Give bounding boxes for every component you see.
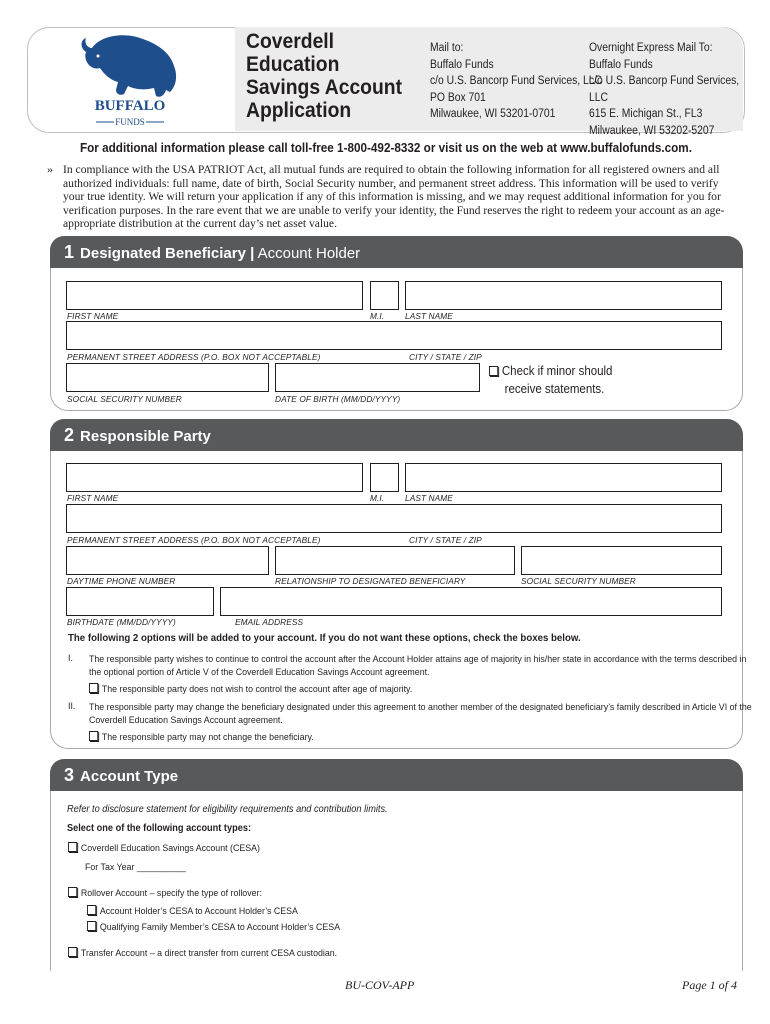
mail-to-address: Mail to: Buffalo Funds c/o U.S. Bancorp Fund Services, LLC PO Box 701 Milwaukee, WI 53201-0701	[430, 42, 603, 120]
rp-mi-field[interactable]	[370, 463, 399, 492]
rp-ssn-field[interactable]	[521, 546, 722, 575]
patriot-text: In compliance with the USA PATRIOT Act, all mutual funds are required to obtain the following information for all registered owners and all authorized individuals: full name, date of birth, Social Security number, and permanent street address. This information will be used to verify your true identity. We will return your application if any of this information is missing, and we may request additional information for you for verification purposes. In the rare event that we are unable to verify your identity, the Fund reserves the right to redeem your account as an age-appropriate distribution at the current day’s net asset value.	[63, 163, 725, 231]
option-2-text: The responsible party may change the beneficiary designated under this agreement to another member of the designated beneficiary’s family described in Article VI of the Coverdell Education Savings Account agreement.	[89, 702, 752, 726]
rp-phone-field[interactable]	[66, 546, 269, 575]
buffalo-funds-logo	[70, 30, 190, 128]
last-name-label: LAST NAME	[405, 311, 453, 321]
checkbox-icon[interactable]	[89, 731, 98, 741]
dob-label: DATE OF BIRTH (MM/DD/YYYY)	[275, 394, 401, 404]
section-1-panel	[50, 268, 743, 411]
cesa-checkbox[interactable]: Coverdell Education Savings Account (CESA)	[68, 842, 260, 854]
rp-relationship-label: RELATIONSHIP TO DESIGNATED BENEFICIARY	[275, 576, 466, 586]
rp-birthdate-label: BIRTHDATE (MM/DD/YYYY)	[67, 617, 176, 627]
rp-mi-label: M.I.	[370, 493, 385, 503]
section-2-panel	[50, 451, 752, 749]
section-3-panel	[50, 791, 743, 971]
rp-last-name-field[interactable]	[405, 463, 722, 492]
rollover-option-a[interactable]: Account Holder’s CESA to Account Holder’s CESA	[87, 905, 298, 917]
rp-ssn-label: SOCIAL SECURITY NUMBER	[521, 576, 636, 586]
first-name-label: FIRST NAME	[67, 311, 119, 321]
rp-email-field[interactable]	[220, 587, 722, 616]
form-code: BU-COV-APP	[345, 978, 415, 992]
option-2-checkbox[interactable]: The responsible party may not change the beneficiary.	[89, 731, 314, 743]
rp-first-name-field[interactable]	[66, 463, 363, 492]
minor-statements-checkbox[interactable]: Check if minor should receive statements.	[489, 362, 612, 398]
section-2-header: 2 Responsible Party	[50, 419, 743, 451]
info-line: For additional information please call toll-free 1-800-492-8332 or visit us on the web at www.buffalofunds.com.	[80, 141, 692, 155]
page-number: Page 1 of 4	[682, 978, 737, 992]
form-title: Coverdell Education Savings Account Application	[246, 30, 403, 122]
select-heading: Select one of the following account types:	[67, 823, 252, 834]
rp-last-name-label: LAST NAME	[405, 493, 453, 503]
checkbox-icon[interactable]	[87, 921, 96, 931]
buffalo-icon	[70, 30, 190, 128]
options-heading: The following 2 options will be added to your account. If you do not want these options, check the boxes below.	[68, 632, 581, 644]
beneficiary-mi-field[interactable]	[370, 281, 399, 310]
beneficiary-ssn-field[interactable]	[66, 363, 269, 392]
logo-word: BUFFALO	[94, 98, 166, 114]
transfer-checkbox[interactable]: Transfer Account – a direct transfer from current CESA custodian.	[68, 947, 337, 959]
checkbox-icon[interactable]	[68, 887, 77, 897]
section-3-header: 3 Account Type	[50, 759, 743, 791]
beneficiary-address-field[interactable]	[66, 321, 722, 350]
rp-relationship-field[interactable]	[275, 546, 515, 575]
rp-first-name-label: FIRST NAME	[67, 493, 119, 503]
checkbox-icon[interactable]	[68, 947, 77, 957]
checkbox-icon[interactable]	[87, 905, 96, 915]
mi-label: M.I.	[370, 311, 385, 321]
option-2-number: II.	[68, 701, 76, 712]
beneficiary-last-name-field[interactable]	[405, 281, 722, 310]
checkbox-icon[interactable]	[489, 366, 498, 376]
chevron-right-icon: »	[47, 162, 53, 176]
rp-address-field[interactable]	[66, 504, 722, 533]
rp-address-label: PERMANENT STREET ADDRESS (P.O. BOX NOT ACCEPTABLE)	[67, 535, 321, 545]
logo-sub: FUNDS	[115, 117, 145, 127]
rp-email-label: EMAIL ADDRESS	[235, 617, 304, 627]
address-label: PERMANENT STREET ADDRESS (P.O. BOX NOT ACCEPTABLE)	[67, 352, 321, 362]
option-1-checkbox[interactable]: The responsible party does not wish to control the account after age of majority.	[89, 683, 412, 695]
option-1-number: I.	[68, 653, 73, 664]
disclosure-note: Refer to disclosure statement for eligibility requirements and contribution limits.	[67, 804, 388, 815]
rp-city-label: CITY / STATE / ZIP	[409, 535, 482, 545]
rp-birthdate-field[interactable]	[66, 587, 214, 616]
beneficiary-first-name-field[interactable]	[66, 281, 363, 310]
checkbox-icon[interactable]	[68, 842, 77, 852]
option-1-text: The responsible party wishes to continue to control the account after the Account Holder attains age of majority in his/her state in accordance with the terms described in the optional portion of Article V of the Coverdell Education Savings Account agreement.	[89, 654, 747, 678]
overnight-address: Overnight Express Mail To: Buffalo Funds c/o U.S. Bancorp Fund Services, LLC 615 E. Michigan St., FL3 Milwaukee, WI 53202-5207	[589, 42, 740, 137]
beneficiary-dob-field[interactable]	[275, 363, 480, 392]
rollover-option-b[interactable]: Qualifying Family Member’s CESA to Account Holder’s CESA	[87, 921, 340, 933]
patriot-act-notice	[47, 163, 737, 231]
tax-year-field[interactable]: For Tax Year __________	[85, 862, 186, 873]
city-label: CITY / STATE / ZIP	[409, 352, 482, 362]
rp-phone-label: DAYTIME PHONE NUMBER	[67, 576, 176, 586]
checkbox-icon[interactable]	[89, 683, 98, 693]
rollover-checkbox[interactable]: Rollover Account – specify the type of rollover:	[68, 887, 262, 899]
section-1-header: 1 Designated Beneficiary | Account Holder	[50, 236, 743, 268]
ssn-label: SOCIAL SECURITY NUMBER	[67, 394, 182, 404]
